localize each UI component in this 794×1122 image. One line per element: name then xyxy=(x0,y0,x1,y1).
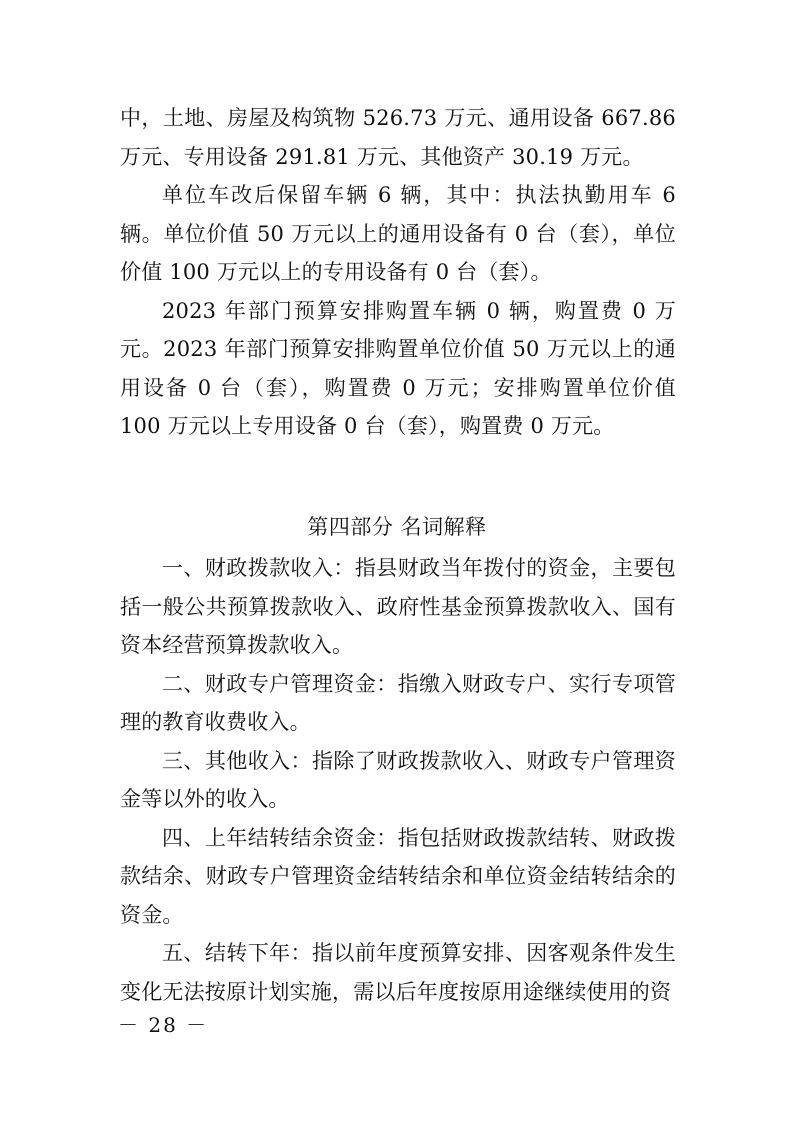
vehicle-equipment-paragraph: 单位车改后保留车辆 6 辆，其中：执法执勤用车 6 辆。单位价值 50 万元以上的通用设备有 0 台（套），单位价值 100 万元以上的专用设备有 0 台（套）。 xyxy=(120,183,676,284)
definition-text: 指县财政当年拨付的资金，主要包括一般公共预算拨款收入、政府性基金预算拨款收入、国有资本经营预算拨款收入。 xyxy=(120,556,676,657)
asset-continuation-paragraph: 中，土地、房屋及构筑物 526.73 万元、通用设备 667.86 万元、专用设备 291.81 万元、其他资产 30.19 万元。 xyxy=(120,106,676,169)
definition-text: 指包括财政拨款结转、财政拨款结余、财政专户管理资金结转结余和单位资金结转结余的资金。 xyxy=(120,825,676,927)
purchase-plan-paragraph: 2023 年部门预算安排购置车辆 0 辆，购置费 0 万元。2023 年部门预算安排购置单位价值 50 万元以上的通用设备 0 台（套），购置费 0 万元；安排购置单位价值 100 万元以上专用设备 0 台（套），购置费 0 万元。 xyxy=(120,298,676,438)
definition-item xyxy=(120,819,676,935)
definition-term: 三、其他收入： xyxy=(162,748,312,773)
asset-info-section xyxy=(120,99,676,446)
page-number: － 28 － xyxy=(118,1013,209,1037)
definition-text: 指缴入财政专户、实行专项管理的教育收费收入。 xyxy=(120,671,676,734)
section-heading: 第四部分 名词解释 xyxy=(307,515,487,539)
definition-item xyxy=(120,665,676,742)
definition-term: 一、财政拨款收入： xyxy=(162,556,355,580)
definition-text: 指除了财政拨款收入、财政专户管理资金等以外的收入。 xyxy=(120,748,676,811)
definition-item xyxy=(120,742,676,819)
definition-item xyxy=(120,934,676,1011)
definition-item xyxy=(120,549,676,665)
definition-term: 二、财政专户管理资金： xyxy=(162,671,398,696)
definition-term: 五、结转下年： xyxy=(162,941,312,965)
definitions-section xyxy=(120,549,676,1011)
definition-term: 四、上年结转结余资金： xyxy=(162,825,398,850)
definition-text: 指以前年度预算安排、因客观条件发生变化无法按原计划实施，需以后年度按原用途继续使用的资 xyxy=(120,941,676,1004)
